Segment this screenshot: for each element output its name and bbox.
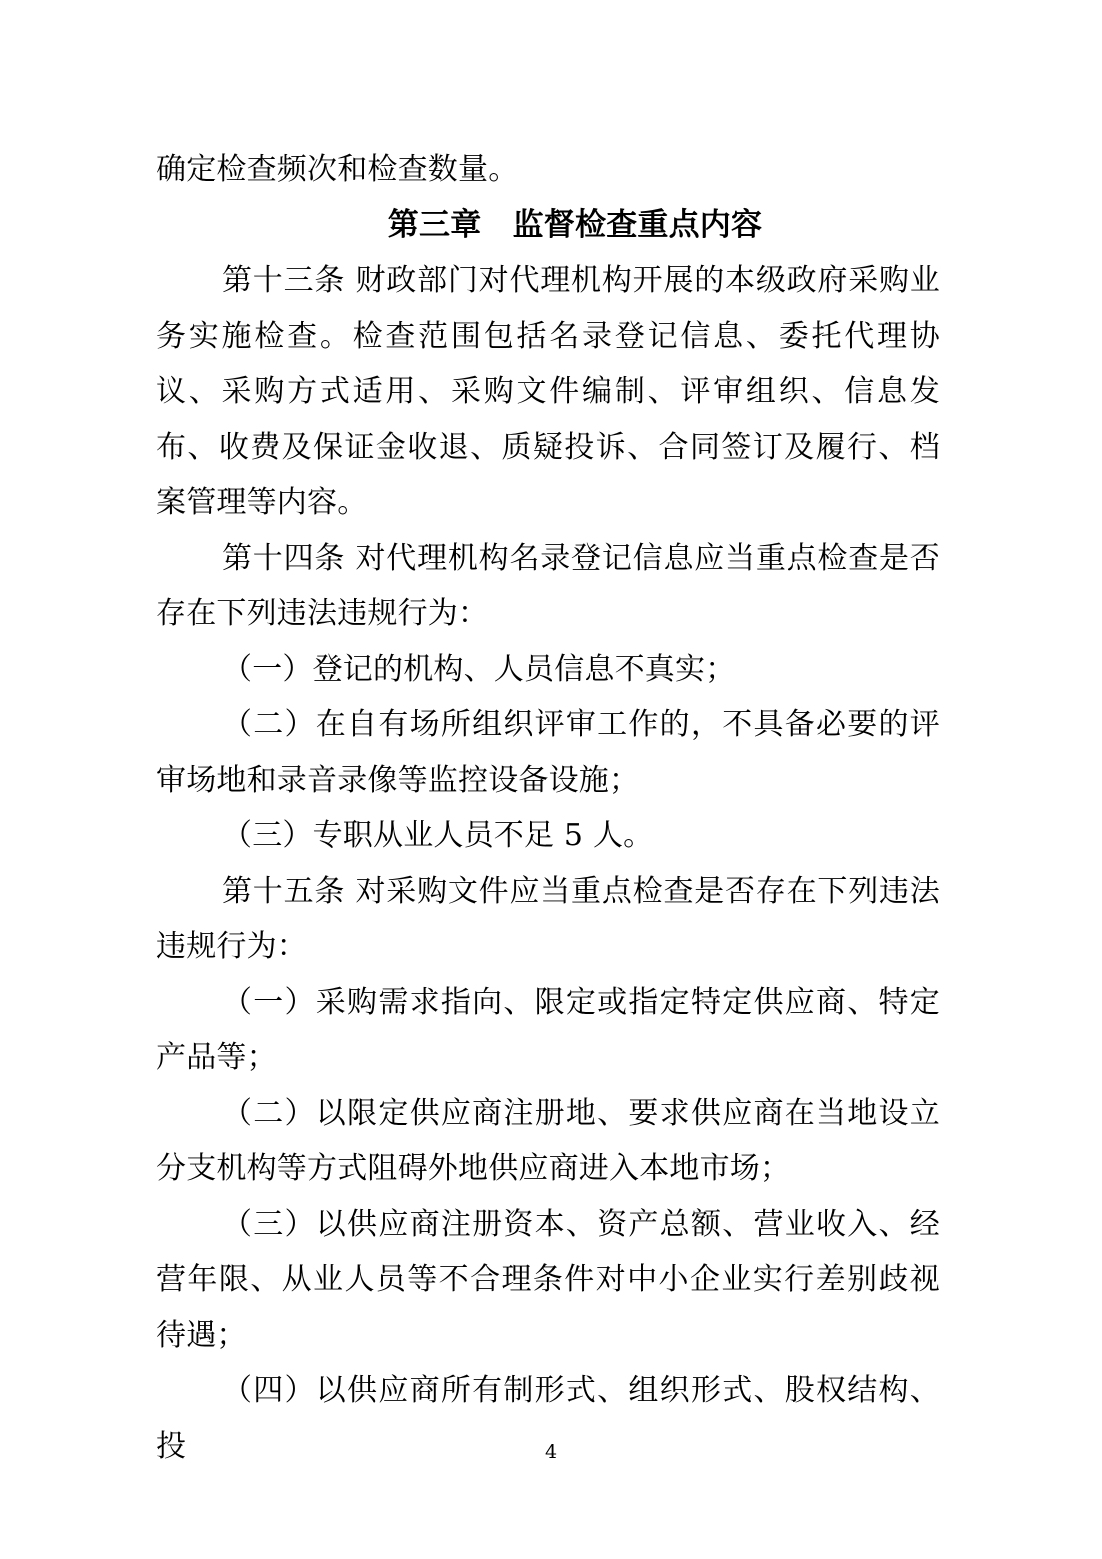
list-item-15-1: （一）采购需求指向、限定或指定特定供应商、特定产品等； [156, 984, 940, 1075]
chapter-heading: 第三章 监督检查重点内容 [387, 206, 763, 243]
document-body [156, 142, 940, 1474]
list-item-14-1: （一）登记的机构、人员信息不真实； [222, 651, 736, 687]
list-item-14-3: （三）专职从业人员不足 5 人。 [222, 818, 654, 853]
list-item-14-2: （二）在自有场所组织评审工作的，不具备必要的评审场地和录音录像等监控设备设施； [156, 707, 940, 798]
list-item-15-3: （三）以供应商注册资本、资产总额、营业收入、经营年限、从业人员等不合理条件对中小企业实行差别歧视待遇； [156, 1206, 940, 1353]
list-item-15-4: （四）以供应商所有制形式、组织形式、股权结构、投 [156, 1373, 940, 1464]
paragraph-article-15: 第十五条 对采购文件应当重点检查是否存在下列违法违规行为： [156, 873, 940, 964]
paragraph-continuation: 确定检查频次和检查数量。 [156, 152, 519, 187]
list-item-15-2: （二）以限定供应商注册地、要求供应商在当地设立分支机构等方式阻碍外地供应商进入本地市场； [156, 1095, 940, 1186]
paragraph-article-13: 第十三条 财政部门对代理机构开展的本级政府采购业务实施检查。检查范围包括名录登记信息、委托代理协议、采购方式适用、采购文件编制、评审组织、信息发布、收费及保证金收退、质疑投诉、合同签订及履行、档案管理等内容。 [156, 263, 940, 520]
paragraph-article-14: 第十四条 对代理机构名录登记信息应当重点检查是否存在下列违法违规行为： [156, 540, 940, 631]
page-number: 4 [544, 1441, 558, 1463]
